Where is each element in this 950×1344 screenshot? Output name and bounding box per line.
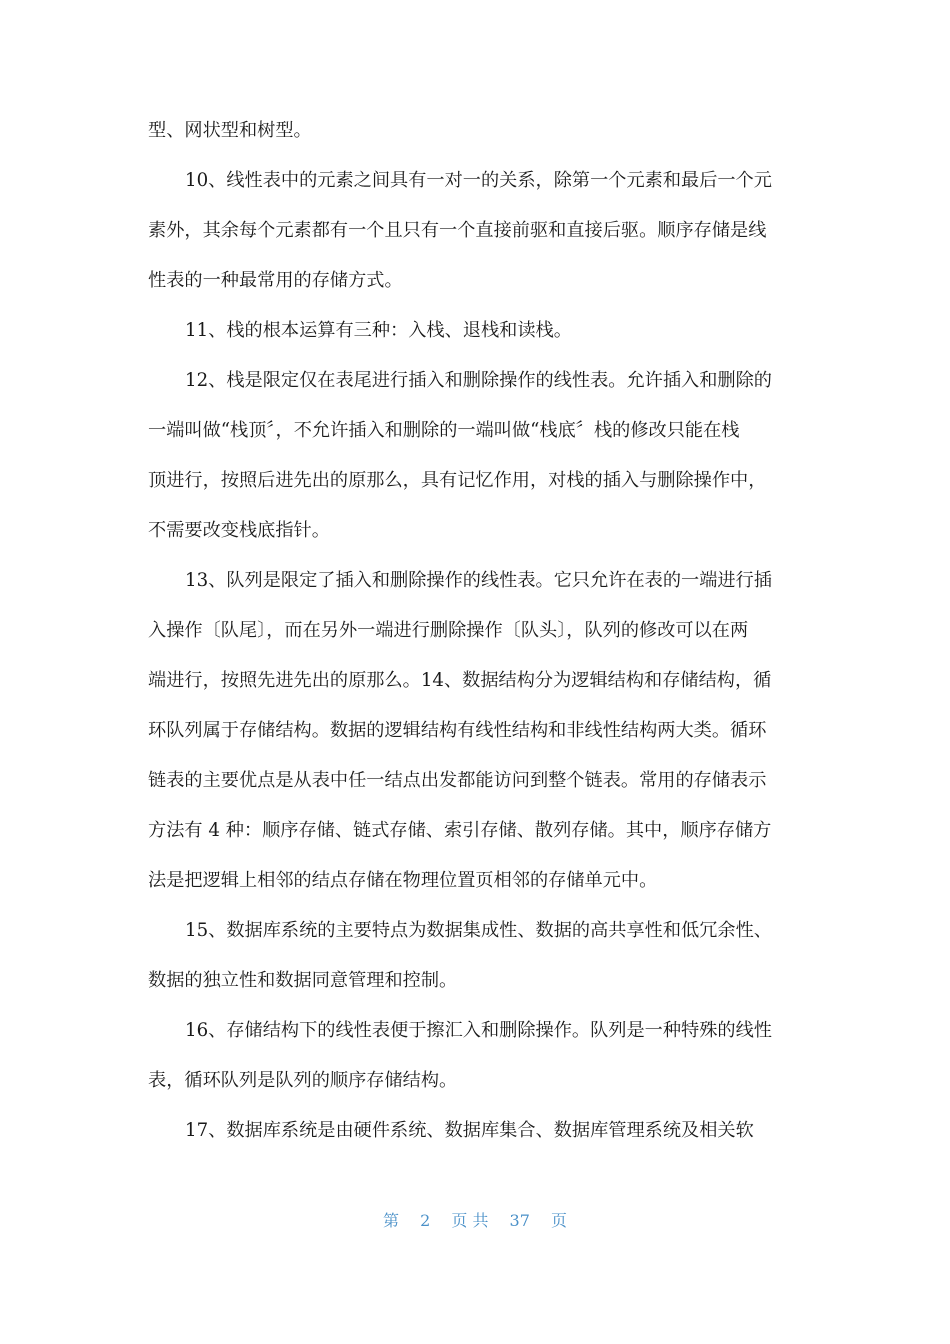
footer-middle: 页 共	[451, 1211, 489, 1230]
text-line: 10、线性表中的元素之间具有一对一的关系，除第一个元素和最后一个元	[185, 170, 772, 191]
text-line: 表，循环队列是队列的顺序存储结构。	[148, 1070, 458, 1091]
text-line: 型、网状型和树型。	[148, 120, 312, 141]
text-line: 性表的一种最常用的存储方式。	[148, 270, 403, 291]
footer-prefix: 第	[382, 1211, 399, 1230]
text-line: 12、栈是限定仅在表尾进行插入和删除操作的线性表。允许插入和删除的	[185, 370, 772, 391]
text-line: 入操作〔队尾〕，而在另外一端进行删除操作〔队头〕，队列的修改可以在两	[148, 620, 749, 641]
text-line: 顶进行，按照后进先出的原那么，具有记忆作用，对栈的插入与删除操作中，	[148, 470, 767, 491]
text-line: 端进行，按照先进先出的原那么。14、数据结构分为逻辑结构和存储结构，循	[148, 670, 772, 691]
text-line: 素外，其余每个元素都有一个且只有一个直接前驱和直接后驱。顺序存储是线	[148, 220, 767, 241]
text-line: 15、数据库系统的主要特点为数据集成性、数据的高共享性和低冗余性、	[185, 920, 772, 941]
text-line: 17、数据库系统是由硬件系统、数据库集合、数据库管理系统及相关软	[185, 1120, 754, 1141]
page-footer	[0, 1208, 950, 1231]
text-line: 11、栈的根本运算有三种：入栈、退栈和读栈。	[185, 320, 572, 341]
text-line: 数据的独立性和数据同意管理和控制。	[148, 970, 458, 991]
document-body	[148, 106, 800, 1156]
text-line: 方法有 4 种：顺序存储、链式存储、索引存储、散列存储。其中，顺序存储方	[148, 820, 772, 841]
text-line: 16、存储结构下的线性表便于擦汇入和删除操作。队列是一种特殊的线性	[185, 1020, 772, 1041]
current-page-number: 2	[420, 1211, 431, 1230]
text-line: 法是把逻辑上相邻的结点存储在物理位置页相邻的存储单元中。	[148, 870, 658, 891]
text-line: 一端叫做“栈顶〞，不允许插入和删除的一端叫做“栈底〞栈的修改只能在栈	[148, 420, 740, 441]
text-line: 13、队列是限定了插入和删除操作的线性表。它只允许在表的一端进行插	[185, 570, 772, 591]
text-line: 不需要改变栈底指针。	[148, 520, 330, 541]
text-line: 环队列属于存储结构。数据的逻辑结构有线性结构和非线性结构两大类。循环	[148, 720, 767, 741]
text-line: 链表的主要优点是从表中任一结点出发都能访问到整个链表。常用的存储表示	[148, 770, 767, 791]
total-pages-number: 37	[509, 1211, 530, 1230]
footer-suffix: 页	[551, 1211, 568, 1230]
